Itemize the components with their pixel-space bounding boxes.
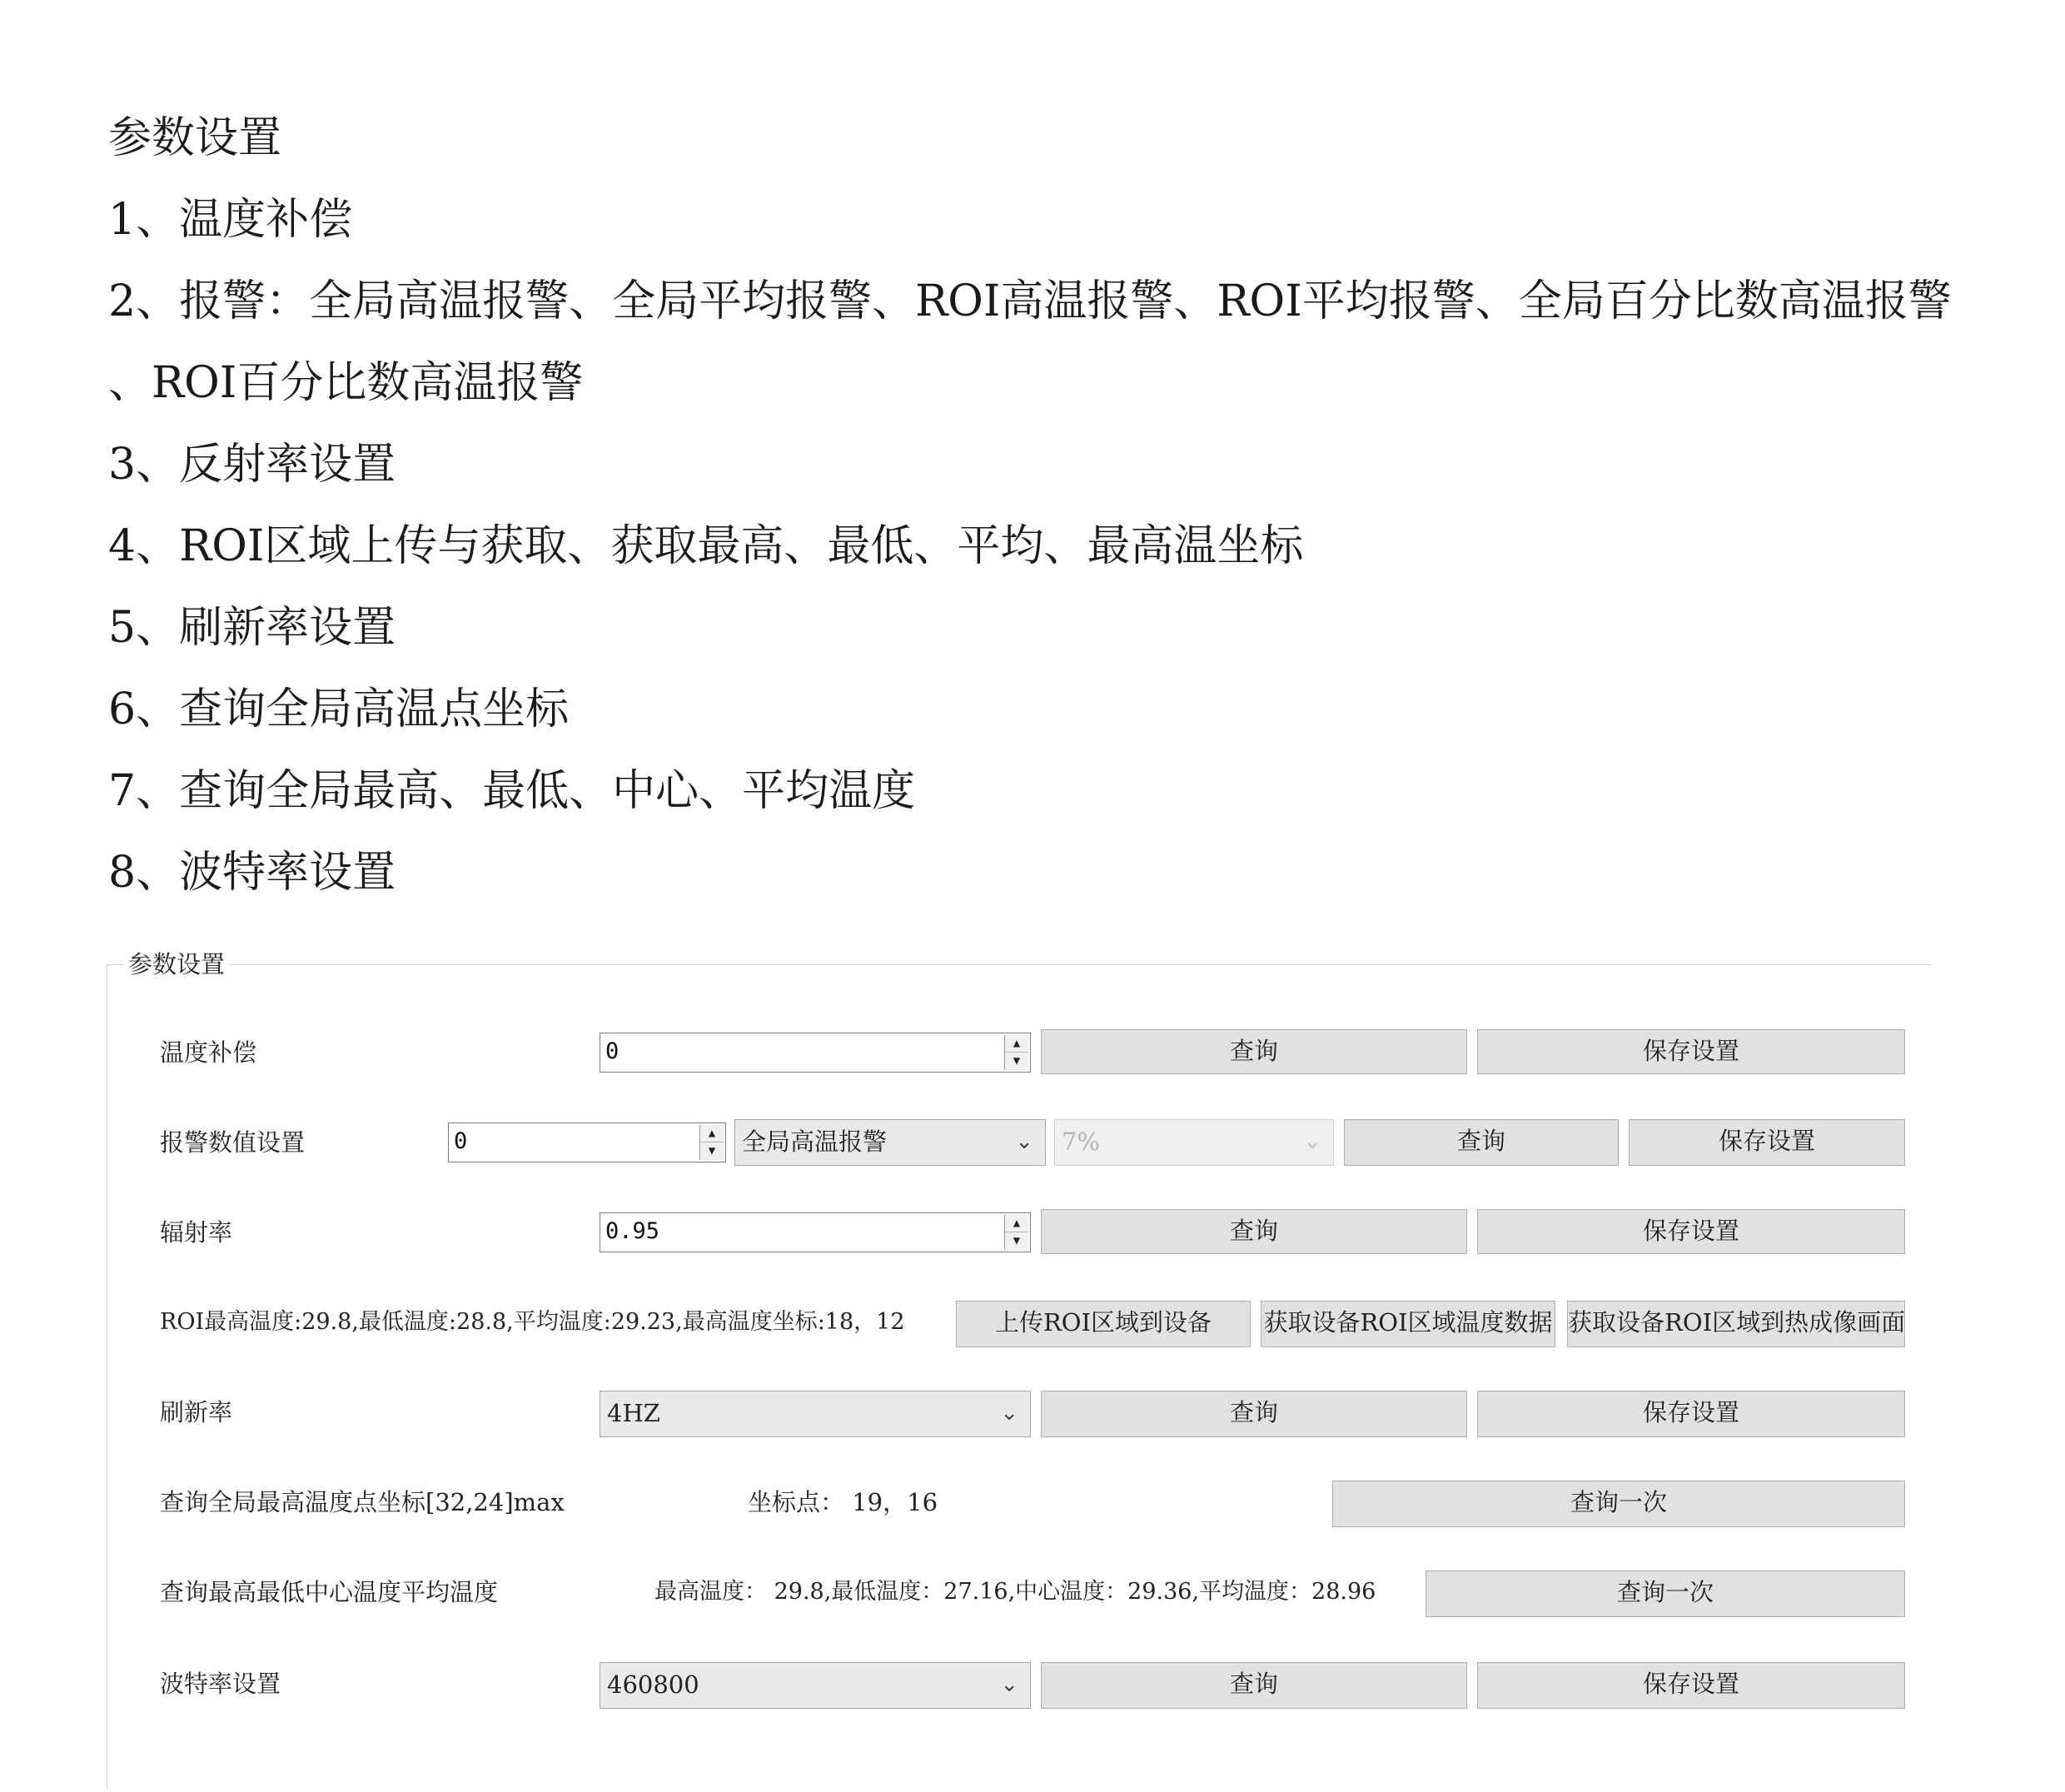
emissivity-label: 辐射率 [160,1218,233,1247]
doc-item-1: 1、温度补偿 [108,195,353,245]
get-roi-to-image-button[interactable]: 获取设备ROI区域到热成像画面 [1567,1301,1905,1347]
spin-up-icon[interactable]: ▲ [1005,1035,1028,1053]
spin-down-icon[interactable]: ▼ [1013,1054,1021,1068]
temperatures-values: 最高温度： 29.8,最低温度：27.16,中心温度：29.36,平均温度：28.96 [654,1579,1376,1605]
baud-rate-save-button[interactable]: 保存设置 [1477,1662,1905,1709]
hotspot-coordinate: 坐标点： 19，16 [748,1488,938,1516]
doc-item-2: 2、报警：全局高温报警、全局平均报警、ROI高温报警、ROI平均报警、全局百分比数高温报警 [108,276,1952,326]
spin-up-icon[interactable]: ▲ [700,1125,724,1142]
refresh-rate-label: 刷新率 [160,1398,233,1426]
doc-item-4: 4、ROI区域上传与获取、获取最高、最低、平均、最高温坐标 [108,521,1304,571]
chevron-down-icon: ⌄ [1303,1129,1321,1154]
doc-item-8: 8、波特率设置 [108,848,396,898]
alarm-query-button[interactable]: 查询 [1344,1119,1619,1166]
spin-down-icon[interactable]: ▼ [708,1144,716,1157]
upload-roi-button[interactable]: 上传ROI区域到设备 [956,1301,1251,1347]
alarm-value: 0 [454,1128,468,1154]
emissivity-save-button[interactable]: 保存设置 [1477,1209,1905,1254]
alarm-value-label: 报警数值设置 [160,1128,306,1157]
refresh-rate-query-button[interactable]: 查询 [1041,1391,1467,1437]
temp-compensation-value: 0 [605,1038,620,1064]
temp-compensation-query-button[interactable]: 查询 [1041,1029,1467,1074]
doc-item-3: 3、反射率设置 [108,440,396,490]
doc-item-5: 5、刷新率设置 [108,603,396,653]
alarm-percent-selected: 7% [1062,1127,1101,1156]
chevron-down-icon: ⌄ [1015,1129,1033,1154]
get-roi-temperature-button[interactable]: 获取设备ROI区域温度数据 [1261,1301,1555,1347]
alarm-type-dropdown[interactable] [734,1119,1046,1166]
temperatures-query-label: 查询最高最低中心温度平均温度 [160,1578,499,1606]
doc-item-2-cont: 、ROI百分比数高温报警 [108,358,584,408]
spin-up-icon[interactable]: ▲ [1005,1215,1028,1232]
alarm-value-stepper[interactable] [699,1125,724,1160]
refresh-rate-save-button[interactable]: 保存设置 [1477,1391,1905,1437]
hotspot-query-once-button[interactable]: 查询一次 [1332,1481,1905,1527]
temp-compensation-stepper[interactable] [1004,1035,1028,1070]
baud-rate-dropdown[interactable] [600,1662,1031,1709]
settings-group-title: 参数设置 [123,948,230,981]
emissivity-stepper[interactable] [1004,1215,1028,1250]
alarm-type-selected: 全局高温报警 [742,1127,888,1156]
baud-rate-selected: 460800 [607,1670,699,1699]
temp-compensation-spinbox[interactable] [600,1033,1031,1073]
temperatures-query-once-button[interactable]: 查询一次 [1426,1570,1905,1617]
hotspot-query-label: 查询全局最高温度点坐标[32,24]max [160,1488,565,1516]
spin-down-icon[interactable]: ▼ [1013,1234,1021,1247]
baud-rate-label: 波特率设置 [160,1670,281,1698]
doc-title: 参数设置 [108,113,282,163]
emissivity-value: 0.95 [605,1218,660,1244]
emissivity-spinbox[interactable] [600,1212,1031,1252]
emissivity-query-button[interactable]: 查询 [1041,1209,1467,1254]
temp-compensation-label: 温度补偿 [160,1038,257,1067]
temp-compensation-save-button[interactable]: 保存设置 [1477,1029,1905,1074]
roi-temperature-info: ROI最高温度:29.8,最低温度:28.8,平均温度:29.23,最高温度坐标:18，12 [160,1309,905,1335]
doc-item-6: 6、查询全局高温点坐标 [108,684,570,734]
doc-item-7: 7、查询全局最高、最低、中心、平均温度 [108,766,916,816]
refresh-rate-selected: 4HZ [607,1399,660,1427]
alarm-value-spinbox[interactable] [448,1122,726,1162]
alarm-save-button[interactable]: 保存设置 [1629,1119,1905,1166]
refresh-rate-dropdown[interactable] [600,1391,1031,1437]
chevron-down-icon: ⌄ [1000,1401,1018,1426]
alarm-percent-dropdown[interactable] [1054,1119,1334,1166]
chevron-down-icon: ⌄ [1000,1672,1018,1697]
baud-rate-query-button[interactable]: 查询 [1041,1662,1467,1709]
